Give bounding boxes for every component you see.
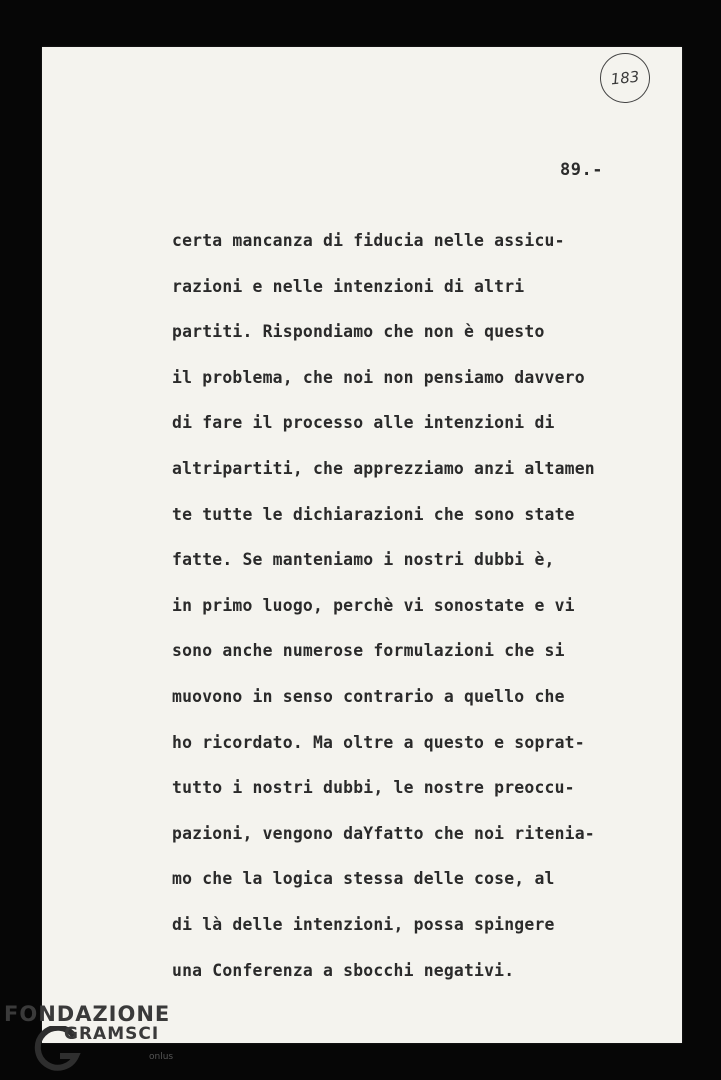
text-line: ho ricordato. Ma oltre a questo e soprat- — [172, 732, 585, 752]
text-line: partiti. Rispondiamo che non è questo — [172, 322, 545, 342]
text-line: una Conferenza a sbocchi negativi. — [172, 960, 515, 980]
text-line: pazioni, vengono daYfatto che noi ritenia- — [172, 823, 595, 843]
logo-line1: FONDAZIONE — [4, 1002, 171, 1026]
page-number: 89.- — [560, 160, 603, 180]
logo-sub: onlus — [149, 1052, 174, 1062]
text-line: altripartiti, che apprezziamo anzi altamen — [172, 458, 595, 478]
text-line: razioni e nelle intenzioni di altri — [172, 276, 525, 296]
text-line: il problema, che noi non pensiamo davvero — [172, 367, 585, 387]
text-line: te tutte le dichiarazioni che sono state — [172, 504, 575, 524]
logo-line2: GRAMSCI — [64, 1024, 160, 1044]
text-line: tutto i nostri dubbi, le nostre preoccu- — [172, 778, 575, 798]
text-line: muovono in senso contrario a quello che — [172, 686, 565, 706]
text-line: di là delle intenzioni, possa spingere — [172, 914, 555, 934]
fondazione-gramsci-logo — [4, 998, 194, 1078]
text-line: di fare il processo alle intenzioni di — [172, 413, 555, 433]
text-line: sono anche numerose formulazioni che si — [172, 641, 565, 661]
archive-number: 183 — [609, 67, 641, 89]
text-line: in primo luogo, perchè vi sonostate e vi — [172, 595, 575, 615]
text-line: fatte. Se manteniamo i nostri dubbi è, — [172, 550, 555, 570]
text-line: certa mancanza di fiducia nelle assicu- — [172, 231, 565, 250]
text-line: mo che la logica stessa delle cose, al — [172, 869, 555, 889]
typed-text-body — [172, 226, 692, 1001]
